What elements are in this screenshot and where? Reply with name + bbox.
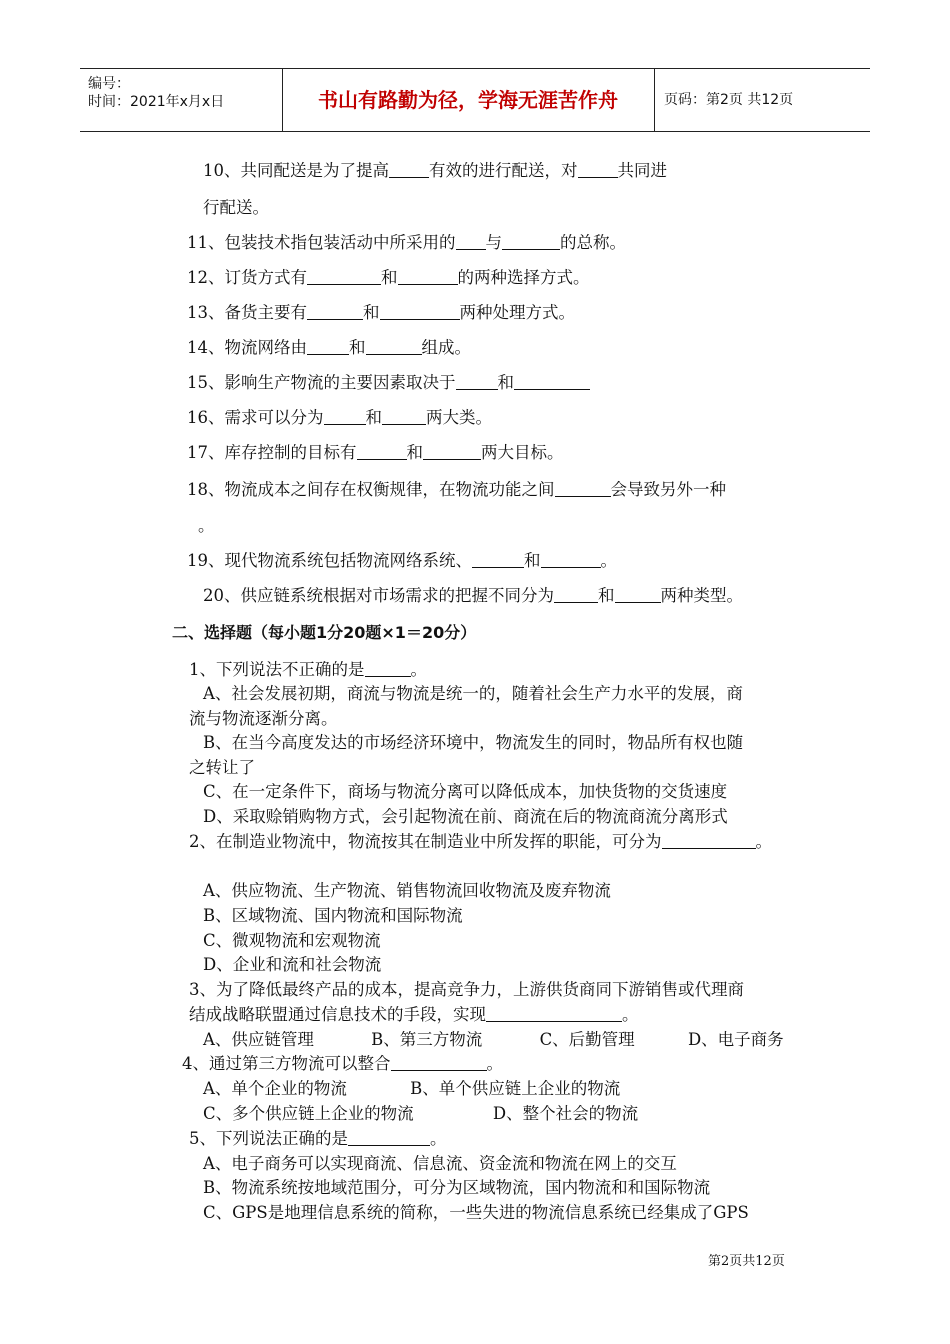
option-a: A、电子商务可以实现商流、信息流、资金流和物流在网上的交互 bbox=[203, 1154, 677, 1173]
answer-blank[interactable] bbox=[502, 233, 560, 250]
header-page-info: 页码：第2页 共12页 bbox=[664, 92, 794, 108]
option-c: C、多个供应链上企业的物流 bbox=[203, 1104, 414, 1123]
option-b: B、第三方物流 bbox=[371, 1030, 483, 1049]
option-b: B、区域物流、国内物流和国际物流 bbox=[203, 906, 463, 925]
answer-blank[interactable] bbox=[389, 161, 429, 178]
page-footer: 第2页共12页 bbox=[708, 1254, 785, 1269]
option-b: B、物流系统按地域范围分，可分为区域物流，国内物流和和国际物流 bbox=[203, 1178, 711, 1197]
time-label: 时间：2021年x月x日 bbox=[88, 94, 225, 110]
answer-blank[interactable] bbox=[578, 161, 618, 178]
choice-question-3: 3、为了降低最终产品的成本，提高竞争力，上游供货商同下游销售或代理商 bbox=[189, 980, 744, 999]
answer-blank[interactable] bbox=[365, 660, 411, 677]
option-d: D、企业和流和社会物流 bbox=[203, 955, 382, 974]
question-19: 19、现代物流系统包括物流网络系统、 和 。 bbox=[187, 551, 617, 570]
options-row bbox=[203, 1026, 784, 1050]
choice-question-1: 1、下列说法不正确的是 。 bbox=[189, 660, 427, 679]
answer-blank[interactable] bbox=[307, 338, 349, 355]
answer-blank[interactable] bbox=[382, 408, 426, 425]
number-label: 编号： bbox=[88, 76, 130, 92]
option-d: D、采取赊销购物方式，会引起物流在前、商流在后的物流商流分离形式 bbox=[203, 807, 728, 826]
question-17: 17、库存控制的目标有 和 两大目标。 bbox=[187, 443, 564, 462]
header-meta bbox=[80, 69, 283, 131]
answer-blank[interactable] bbox=[615, 586, 661, 603]
question-10-cont: 行配送。 bbox=[203, 198, 269, 217]
option-b-cont: 之转让了 bbox=[189, 758, 255, 777]
option-a: A、社会发展初期，商流与物流是统一的，随着社会生产力水平的发展，商 bbox=[203, 684, 743, 703]
answer-blank[interactable] bbox=[357, 443, 407, 460]
option-a: A、供应链管理 bbox=[203, 1030, 314, 1049]
page-header bbox=[80, 68, 870, 132]
answer-blank[interactable] bbox=[541, 551, 601, 568]
choice-question-5: 5、下列说法正确的是 。 bbox=[189, 1129, 447, 1148]
question-16: 16、需求可以分为 和 两大类。 bbox=[187, 408, 492, 427]
question-14: 14、物流网络由 和 组成。 bbox=[187, 338, 471, 357]
options-row bbox=[203, 1100, 638, 1124]
question-15: 15、影响生产物流的主要因素取决于 和 bbox=[187, 369, 590, 393]
choice-question-3-cont: 结成战略联盟通过信息技术的手段，实现 。 bbox=[189, 1005, 639, 1024]
question-20: 20、供应链系统根据对市场需求的把握不同分为 和 两种类型。 bbox=[203, 586, 743, 605]
option-c: C、微观物流和宏观物流 bbox=[203, 931, 381, 950]
answer-blank[interactable] bbox=[555, 480, 611, 497]
answer-blank[interactable] bbox=[514, 373, 590, 390]
answer-blank[interactable] bbox=[380, 303, 460, 320]
option-d: D、整个社会的物流 bbox=[492, 1104, 639, 1123]
answer-blank[interactable] bbox=[391, 1054, 487, 1071]
answer-blank[interactable] bbox=[662, 832, 756, 849]
answer-blank[interactable] bbox=[348, 1129, 430, 1146]
answer-blank[interactable] bbox=[398, 268, 458, 285]
question-18-cont: 。 bbox=[198, 516, 215, 535]
option-b: B、在当今高度发达的市场经济环境中，物流发生的同时，物品所有权也随 bbox=[203, 733, 744, 752]
answer-blank[interactable] bbox=[472, 551, 524, 568]
answer-blank[interactable] bbox=[307, 268, 381, 285]
option-d: D、电子商务 bbox=[687, 1030, 784, 1049]
option-a: A、单个企业的物流 bbox=[203, 1079, 347, 1098]
header-motto: 书山有路勤为径，学海无涯苦作舟 bbox=[282, 69, 655, 131]
choice-question-4: 4、通过第三方物流可以整合 。 bbox=[182, 1054, 503, 1073]
option-a-cont: 流与物流逐渐分离。 bbox=[189, 709, 338, 728]
answer-blank[interactable] bbox=[423, 443, 481, 460]
option-c: C、GPS是地理信息系统的简称，一些失进的物流信息系统已经集成了GPS bbox=[203, 1203, 749, 1222]
option-c: C、后勤管理 bbox=[539, 1030, 635, 1049]
question-12: 12、订货方式有 和 的两种选择方式。 bbox=[187, 268, 590, 287]
choice-question-2: 2、在制造业物流中，物流按其在制造业中所发挥的职能，可分为 。 bbox=[189, 832, 772, 851]
option-a: A、供应物流、生产物流、销售物流回收物流及废弃物流 bbox=[203, 881, 611, 900]
question-10: 10、共同配送是为了提高 有效的进行配送，对 共同进 bbox=[203, 161, 667, 180]
option-b: B、单个供应链上企业的物流 bbox=[410, 1079, 621, 1098]
option-c: C、在一定条件下，商场与物流分离可以降低成本，加快货物的交货速度 bbox=[203, 782, 728, 801]
options-row bbox=[203, 1075, 620, 1099]
question-11: 11、包装技术指包装活动中所采用的 与 的总称。 bbox=[187, 233, 626, 252]
question-18: 18、物流成本之间存在权衡规律，在物流功能之间 会导致另外一种 bbox=[187, 480, 726, 499]
answer-blank[interactable] bbox=[554, 586, 598, 603]
answer-blank[interactable] bbox=[456, 233, 486, 250]
answer-blank[interactable] bbox=[324, 408, 366, 425]
answer-blank[interactable] bbox=[486, 1005, 622, 1022]
section-title: 二、选择题（每小题1分20题×1＝20分） bbox=[172, 623, 477, 642]
answer-blank[interactable] bbox=[307, 303, 363, 320]
question-13: 13、备货主要有 和 两种处理方式。 bbox=[187, 303, 575, 322]
answer-blank[interactable] bbox=[456, 373, 498, 390]
answer-blank[interactable] bbox=[366, 338, 422, 355]
